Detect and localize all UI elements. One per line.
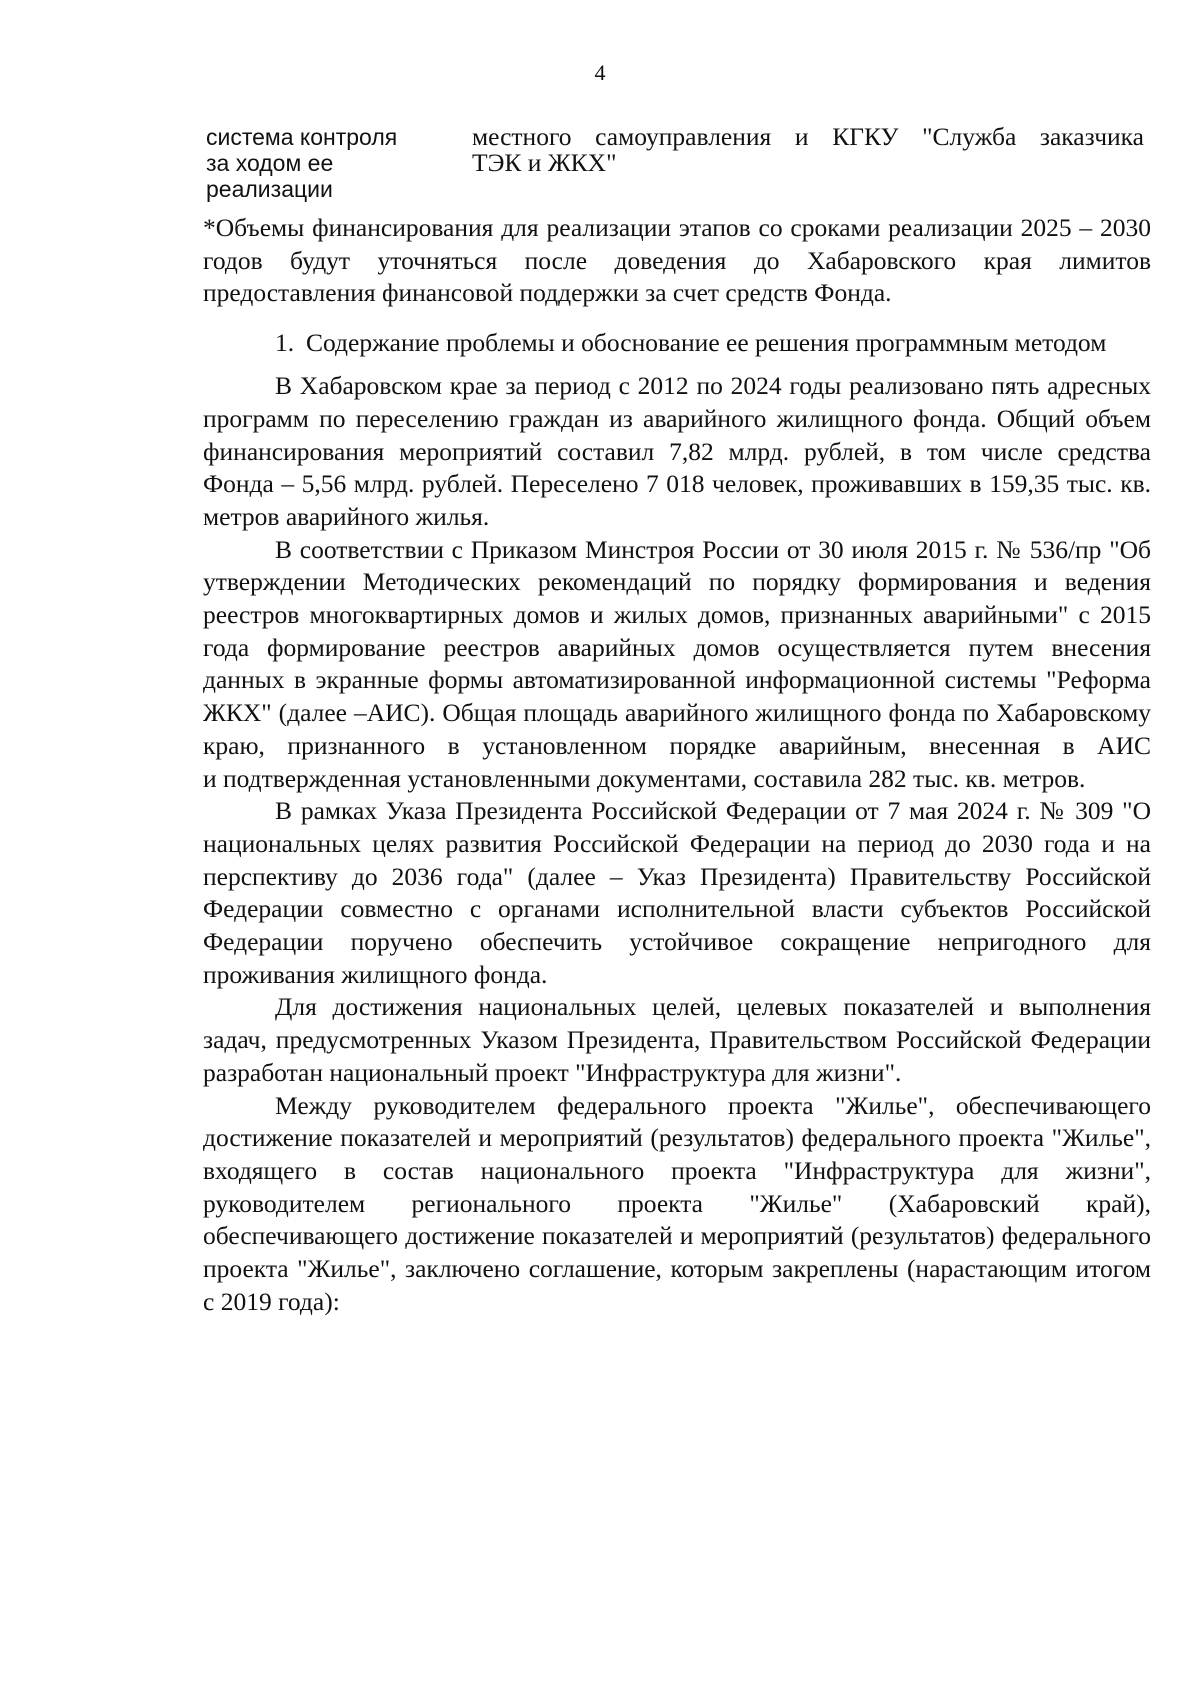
paragraph: В рамках Указа Президента Российской Федерации от 7 мая 2024 г. № 309 "О национальных целях развития Российской Федерации на период до 2030 года и на перспективу до 2036 года" (далее – Указ Президента) Правительству Российской Федерации совместно с органами исполнительной власти субъектов Российской Федерации поручено обеспечить устойчивое сокращение непригодного для проживания жилищного фонда. <box>203 796 1151 989</box>
table-cell-label-line: система контроля <box>206 124 398 150</box>
document-body <box>203 212 1151 1319</box>
paragraph: В соответствии с Приказом Минстроя России от 30 июля 2015 г. № 536/пр "Об утверждении Методических рекомендаций по порядку формирования и ведения реестров многоквартирных домов и жилых домов, признанных аварийными" с 2015 года формирование реестров аварийных домов осуществляется путем внесения данных в экранные формы автоматизированной информационной системы "Реформа ЖКХ" (далее –АИС). Общая площадь аварийного жилищного фонда по Хабаровскому краю, признанного в установленном порядке аварийным, внесенная в АИС <box>203 534 1151 760</box>
table-cell-value-line: местного самоуправления и КГКУ "Служба заказчика <box>472 122 1144 151</box>
paragraph: В Хабаровском крае за период с 2012 по 2024 годы реализовано пять адресных программ по переселению граждан из аварийного жилищного фонда. Общий объем финансирования мероприятий составил 7,82 млрд. рублей, в том числе средства Фонда – 5,56 млрд. рублей. Переселено 7 018 человек, проживавших в 159,35 тыс. кв. метров аварийного жилья. <box>203 371 1151 531</box>
paragraph: Между руководителем федерального проекта "Жилье", обеспечивающего достижение показателей и мероприятий (результатов) федерального проекта "Жилье", входящего в состав национального проекта "Инфраструктура для жизни", руководителем регионального проекта "Жилье" (Хабаровский край), обеспечивающего достижение показателей и мероприятий (результатов) федерального проекта "Жилье", заключено соглашение, которым закреплены (нарастающим итогом с 2019 года): <box>203 1090 1151 1316</box>
section-title: Содержание проблемы и обоснование ее решения программным методом <box>306 328 1107 358</box>
table-cell-value-line: ТЭК и ЖКХ" <box>472 148 617 177</box>
page-number: 4 <box>594 60 606 85</box>
table-cell-label <box>206 124 446 202</box>
table-cell-label-line: реализации <box>206 176 333 202</box>
table-cell-value <box>472 124 1144 176</box>
paragraph-continuation: и подтвержденная установленными документами, составила 282 тыс. кв. метров. <box>203 763 1086 793</box>
paragraph: Для достижения национальных целей, целевых показателей и выполнения задач, предусмотренных Указом Президента, Правительством Российской Федерации разработан национальный проект "Инфраструктура для жизни". <box>203 992 1151 1087</box>
section-heading <box>203 330 1151 356</box>
table-cell-label-line: за ходом ее <box>206 150 334 176</box>
footnote: *Объемы финансирования для реализации этапов со сроками реализации 2025 – 2030 годов будут уточняться после доведения до Хабаровского края лимитов предоставления финансовой поддержки за счет средств Фонда. <box>203 213 1151 308</box>
section-number: 1. <box>275 328 295 358</box>
